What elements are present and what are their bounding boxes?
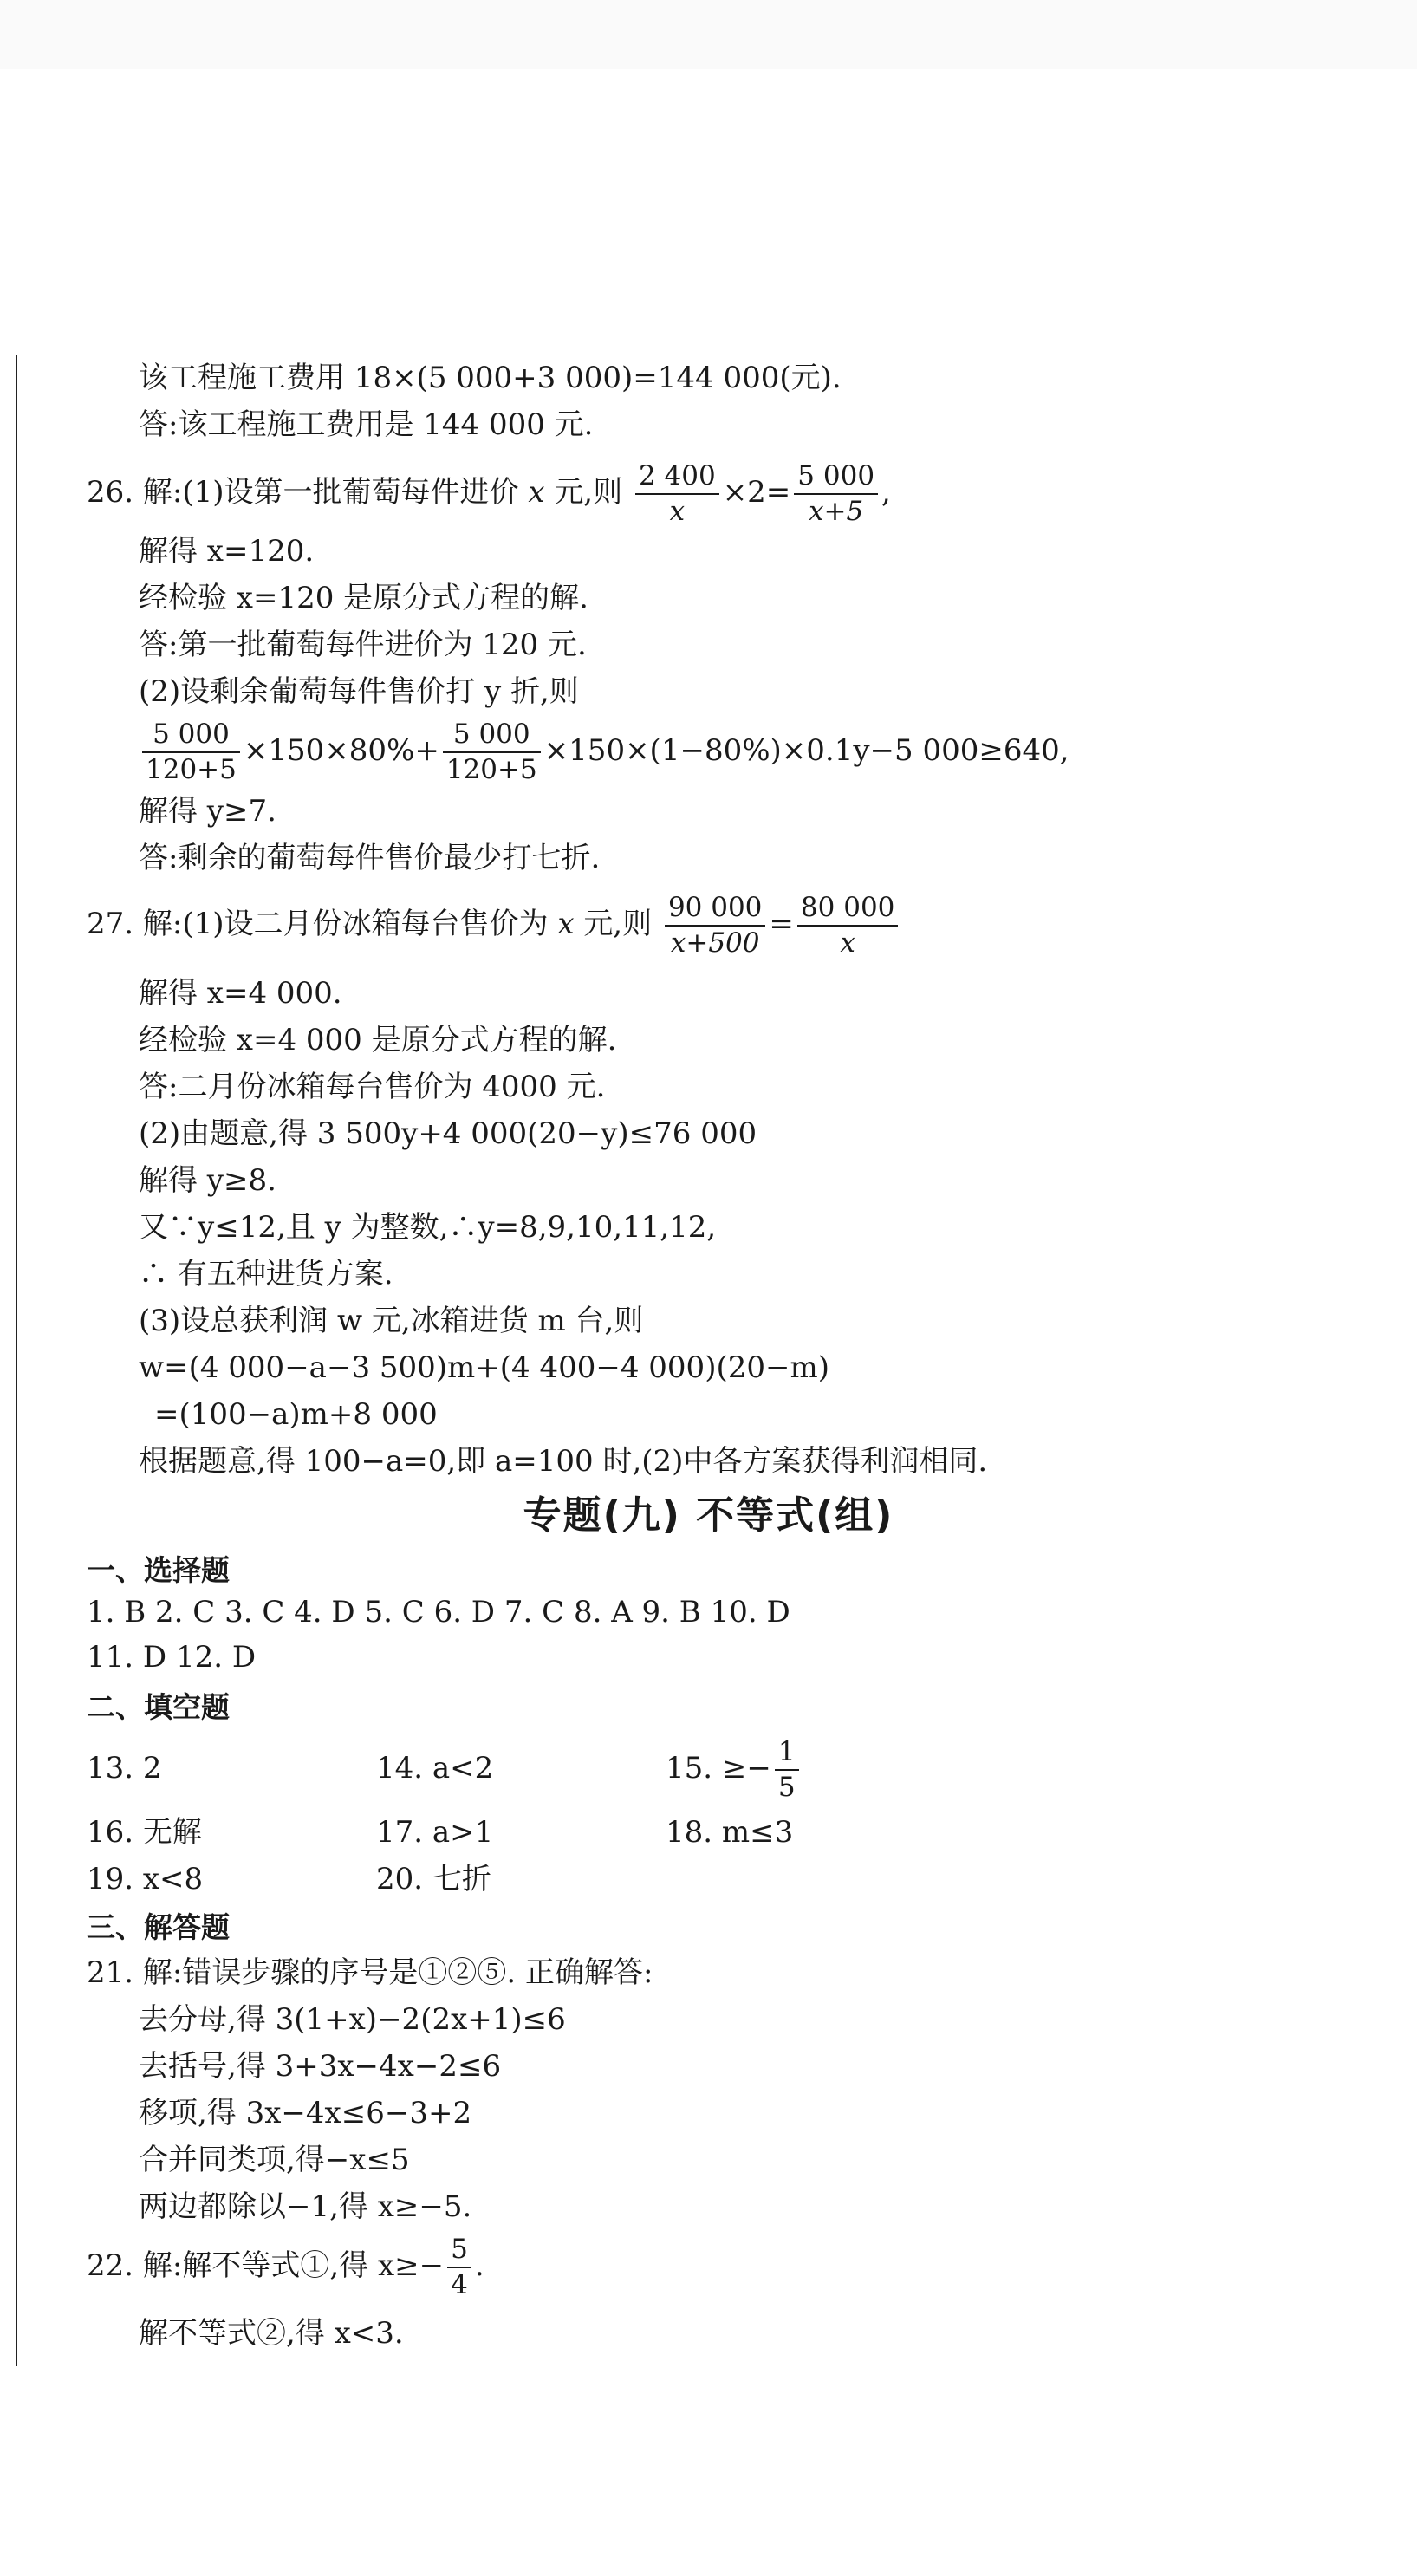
section1-heading: 一、选择题 <box>87 1553 230 1587</box>
answer-14: 14. a<2 <box>376 1751 494 1786</box>
q26-lead: 26. 解:(1)设第一批葡萄每件进价 <box>87 475 519 510</box>
q26-f1-num: 2 400 <box>635 463 719 495</box>
q25-cost-line: 该工程施工费用 18×(5 000+3 000)=144 000(元). <box>139 361 842 395</box>
q21-step3: 移项,得 3x−4x≤6−3+2 <box>139 2096 472 2130</box>
q26-mul2: ×2= <box>722 475 791 510</box>
q22-fraction <box>447 2236 471 2299</box>
answer-15-fraction <box>775 1736 799 1803</box>
section2-heading: 二、填空题 <box>87 1690 230 1724</box>
q27-lead: 27. 解:(1)设二月份冰箱每台售价为 <box>87 907 549 941</box>
q26-lead-var: x <box>528 475 545 510</box>
q27-eq: = <box>769 907 794 941</box>
q27-integer-line: 又∵y≤12,且 y 为整数,∴y=8,9,10,11,12, <box>139 1210 717 1245</box>
q27-f1-num: 90 000 <box>665 894 765 927</box>
q26-solve2-line: 解得 y≥7. <box>139 794 276 829</box>
q26-answer2-line: 答:剩余的葡萄每件售价最少打七折. <box>139 841 601 875</box>
q27-simplify-line: =(100−a)m+8 000 <box>154 1397 438 1432</box>
q21-step2: 去括号,得 3+3x−4x−2≤6 <box>139 2049 502 2084</box>
q27-f2-den: x <box>840 927 855 959</box>
answer-20: 20. 七折 <box>376 1862 491 1896</box>
q26-mid1: ×150×80%+ <box>243 733 439 768</box>
q27-profit-line: w=(4 000−a−3 500)m+(4 400−4 000)(20−m) <box>139 1350 829 1385</box>
q27-plans-line: ∴ 有五种进货方案. <box>139 1257 393 1291</box>
q22-num: 5 <box>447 2236 471 2268</box>
answer-16: 16. 无解 <box>87 1815 202 1850</box>
q26-f4-num: 5 000 <box>443 721 541 753</box>
q26-f2-den: x+5 <box>809 496 864 527</box>
q27-part3-line: (3)设总获利润 w 元,冰箱进货 m 台,则 <box>139 1304 644 1338</box>
q26-fraction-4 <box>443 721 541 784</box>
q21-step4: 合并同类项,得−x≤5 <box>139 2143 410 2177</box>
q27-f2-num: 80 000 <box>797 894 898 927</box>
q26-fraction-1 <box>635 460 719 527</box>
q26-inequality-line <box>139 718 1069 784</box>
q27-solve-line: 解得 x=4 000. <box>139 976 342 1011</box>
left-margin-rule <box>16 355 17 2366</box>
q21-step5: 两边都除以−1,得 x≥−5. <box>139 2189 472 2224</box>
q21-lead-line: 21. 解:错误步骤的序号是①②⑤. 正确解答: <box>87 1955 653 1990</box>
answer-15-lead: 15. ≥− <box>666 1751 771 1786</box>
q22-step1: 解不等式②,得 x<3. <box>139 2316 404 2351</box>
q26-f4-den: 120+5 <box>445 754 537 785</box>
answer-19: 19. x<8 <box>87 1862 204 1896</box>
page-top-margin <box>0 0 1417 69</box>
answer-15 <box>666 1735 803 1801</box>
q27-setup-line <box>87 891 901 957</box>
q26-part2-line: (2)设剩余葡萄每件售价打 y 折,则 <box>139 674 579 709</box>
q27-lead-var: x <box>557 907 575 941</box>
q22-den: 4 <box>451 2269 468 2300</box>
q26-fraction-2 <box>794 460 878 527</box>
q27-fraction-1 <box>665 894 765 957</box>
q27-f1-den: x+500 <box>670 927 760 959</box>
q22-lead: 22. 解:解不等式①,得 x≥− <box>87 2248 445 2283</box>
q22-lead-line <box>87 2233 484 2299</box>
answer-15-den: 5 <box>777 1772 796 1803</box>
answer-17: 17. a>1 <box>376 1815 494 1850</box>
q27-conclusion-line: 根据题意,得 100−a=0,即 a=100 时,(2)中各方案获得利润相同. <box>139 1444 988 1479</box>
q25-answer-line: 答:该工程施工费用是 144 000 元. <box>139 407 594 442</box>
section1-answers-row2: 11. D 12. D <box>87 1640 257 1675</box>
q26-lead-tail: 元,则 <box>554 475 623 510</box>
answer-13: 13. 2 <box>87 1751 162 1786</box>
q26-answer1-line: 答:第一批葡萄每件进价为 120 元. <box>139 628 587 662</box>
q26-f1-den: x <box>669 496 686 527</box>
q27-lead-tail: 元,则 <box>583 907 653 941</box>
q21-step1: 去分母,得 3(1+x)−2(2x+1)≤6 <box>139 2002 566 2037</box>
q27-check-line: 经检验 x=4 000 是原分式方程的解. <box>139 1023 617 1057</box>
q26-setup-line <box>87 459 891 525</box>
answer-18: 18. m≤3 <box>666 1815 794 1850</box>
q26-f3-num: 5 000 <box>142 721 240 753</box>
q27-fraction-2 <box>797 894 898 957</box>
section1-answers-row1: 1. B 2. C 3. C 4. D 5. C 6. D 7. C 8. A 9. B 10. D <box>87 1595 790 1630</box>
q26-f3-den: 120+5 <box>146 754 237 785</box>
topic-title: 专题(九) 不等式(组) <box>523 1493 894 1538</box>
q26-f2-num: 5 000 <box>794 463 878 495</box>
q27-part2-line: (2)由题意,得 3 500y+4 000(20−y)≤76 000 <box>139 1116 757 1151</box>
answer-15-num: 1 <box>775 1739 799 1771</box>
q26-fraction-3 <box>142 721 240 784</box>
section3-heading: 三、解答题 <box>87 1910 230 1944</box>
q26-check-line: 经检验 x=120 是原分式方程的解. <box>139 581 588 615</box>
q26-mid2: ×150×(1−80%)×0.1y−5 000≥640, <box>543 733 1069 768</box>
q27-answer1-line: 答:二月份冰箱每台售价为 4000 元. <box>139 1070 606 1104</box>
q27-solve2-line: 解得 y≥8. <box>139 1163 276 1198</box>
q26-solve-line: 解得 x=120. <box>139 534 315 569</box>
q22-end: . <box>474 2248 484 2283</box>
q26-end: , <box>881 475 891 510</box>
